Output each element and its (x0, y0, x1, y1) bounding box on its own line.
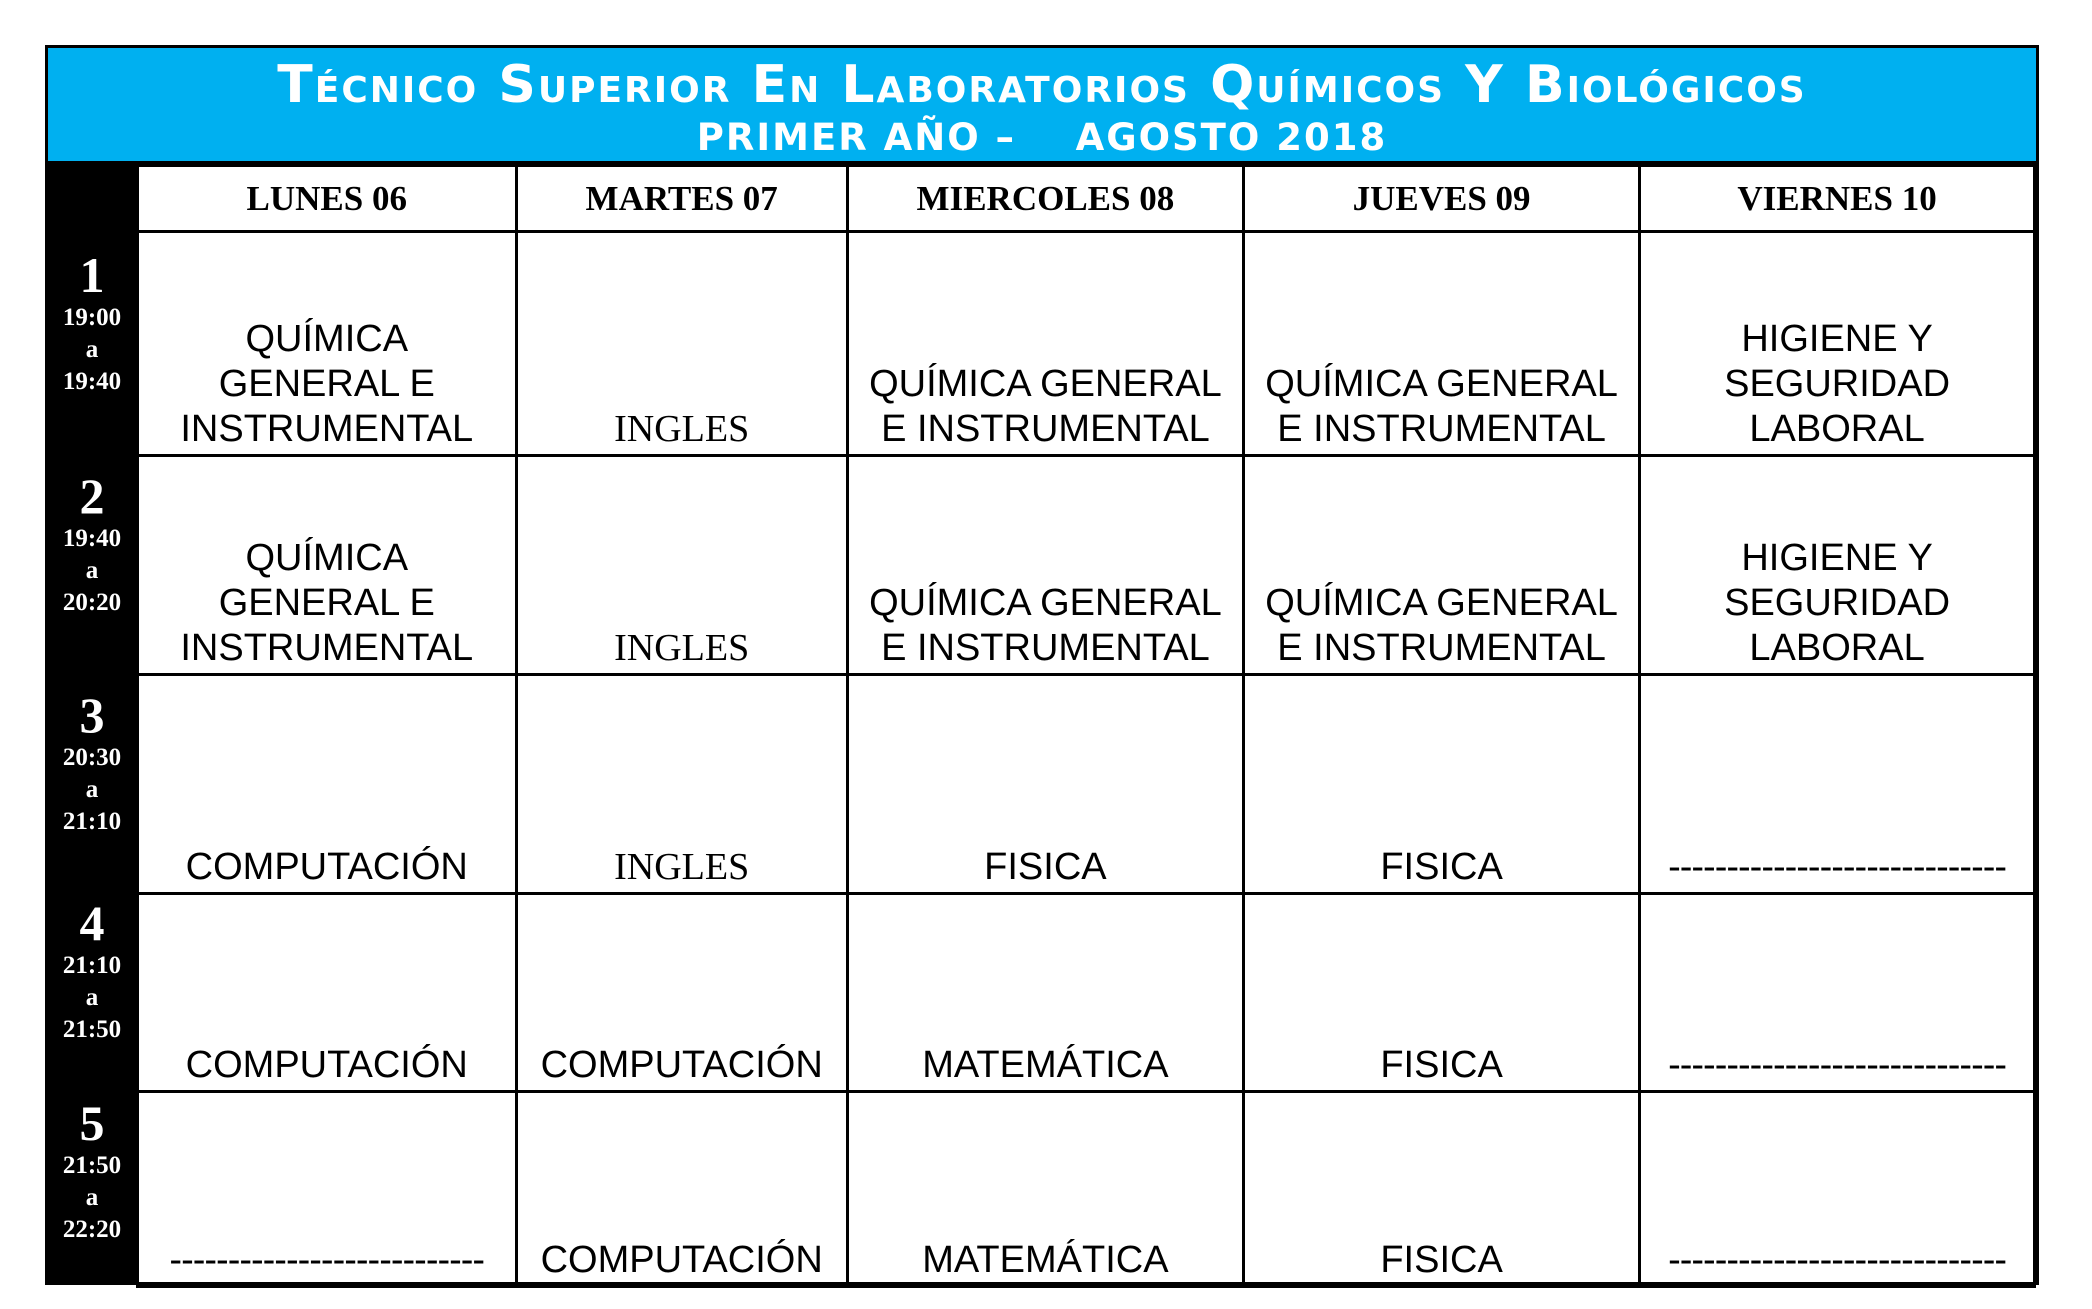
slot-end: 21:10 (62, 808, 122, 835)
class-cell (138, 456, 517, 675)
class-cell (847, 1092, 1243, 1287)
class-cell (516, 232, 847, 456)
slot-start: 20:30 (62, 744, 122, 771)
page-title: Técnico Superior En Laboratorios Químicos Y Biológicos (277, 55, 1807, 115)
class-cell (1243, 1092, 1639, 1287)
table-row (138, 456, 2035, 675)
slot-separator: a (85, 776, 99, 803)
slot-start: 21:50 (62, 1152, 122, 1179)
class-cell (1243, 232, 1639, 456)
table-row (138, 232, 2035, 456)
class-label: QUÍMICA GENERAL E INSTRUMENTAL (1265, 582, 1618, 669)
class-label: MATEMÁTICA (922, 1044, 1169, 1086)
time-slot-3 (48, 688, 136, 838)
class-label: COMPUTACIÓN (540, 1239, 823, 1281)
class-label: COMPUTACIÓN (185, 1044, 468, 1086)
day-header-row (138, 166, 2035, 232)
table-row (138, 1092, 2035, 1287)
slot-separator: a (85, 557, 99, 584)
time-slot-1 (48, 248, 136, 398)
class-cell (847, 675, 1243, 894)
class-cell (1243, 894, 1639, 1092)
empty-slot-dashes: ----------------------------- (1668, 846, 2007, 888)
slot-end: 21:50 (62, 1016, 122, 1043)
class-label: FISICA (984, 846, 1107, 888)
class-cell (138, 232, 517, 456)
class-cell (138, 675, 517, 894)
slot-start: 19:40 (62, 525, 122, 552)
slot-end: 22:20 (62, 1216, 122, 1243)
slot-number: 5 (79, 1095, 105, 1151)
class-cell (847, 456, 1243, 675)
day-header-monday: LUNES 06 (138, 166, 517, 232)
class-label: QUÍMICA GENERAL E INSTRUMENTAL (180, 318, 474, 450)
class-label: HIGIENE Y SEGURIDAD LABORAL (1724, 318, 1951, 450)
slot-start: 21:10 (62, 952, 122, 979)
schedule-table (136, 164, 2036, 1288)
slot-separator: a (85, 336, 99, 363)
class-cell (1640, 232, 2035, 456)
day-header-friday: VIERNES 10 (1640, 166, 2035, 232)
class-cell (1640, 456, 2035, 675)
time-slot-5 (48, 1096, 136, 1246)
class-cell (516, 456, 847, 675)
slot-end: 20:20 (62, 589, 122, 616)
class-label: QUÍMICA GENERAL E INSTRUMENTAL (869, 582, 1222, 669)
class-cell (1243, 675, 1639, 894)
slot-number: 3 (79, 687, 105, 743)
empty-slot-cell (1640, 675, 2035, 894)
time-slot-sidebar (48, 164, 136, 1285)
day-header-wednesday: MIERCOLES 08 (847, 166, 1243, 232)
class-label: QUÍMICA GENERAL E INSTRUMENTAL (1265, 363, 1618, 450)
header-banner (48, 48, 2036, 164)
class-cell (516, 894, 847, 1092)
day-header-tuesday: MARTES 07 (516, 166, 847, 232)
schedule-frame (45, 45, 2039, 1285)
class-label: HIGIENE Y SEGURIDAD LABORAL (1724, 537, 1951, 669)
page-subtitle: PRIMER AÑO – AGOSTO 2018 (696, 116, 1388, 159)
class-label: FISICA (1380, 1044, 1503, 1086)
empty-slot-dashes: ----------------------------- (1668, 1239, 2007, 1281)
class-cell (138, 894, 517, 1092)
slot-end: 19:40 (62, 368, 122, 395)
class-label: COMPUTACIÓN (540, 1044, 823, 1086)
table-row (138, 675, 2035, 894)
class-label: FISICA (1380, 846, 1503, 888)
class-cell (847, 894, 1243, 1092)
class-cell (516, 675, 847, 894)
class-label: COMPUTACIÓN (185, 846, 468, 888)
empty-slot-cell (1640, 894, 2035, 1092)
class-label: QUÍMICA GENERAL E INSTRUMENTAL (180, 537, 474, 669)
time-slot-2 (48, 469, 136, 619)
empty-slot-cell (1640, 1092, 2035, 1287)
class-label: FISICA (1380, 1239, 1503, 1281)
class-label: QUÍMICA GENERAL E INSTRUMENTAL (869, 363, 1222, 450)
slot-number: 2 (79, 468, 105, 524)
class-label: INGLES (614, 408, 750, 450)
class-label: INGLES (614, 846, 750, 888)
slot-start: 19:00 (62, 304, 122, 331)
class-label: MATEMÁTICA (922, 1239, 1169, 1281)
class-cell (1243, 456, 1639, 675)
empty-slot-dashes: --------------------------- (169, 1239, 485, 1281)
class-cell (847, 232, 1243, 456)
slot-separator: a (85, 1184, 99, 1211)
time-slot-4 (48, 896, 136, 1046)
class-cell (516, 1092, 847, 1287)
empty-slot-dashes: ----------------------------- (1668, 1044, 2007, 1086)
slot-separator: a (85, 984, 99, 1011)
empty-slot-cell (138, 1092, 517, 1287)
slot-number: 1 (79, 247, 105, 303)
table-row (138, 894, 2035, 1092)
class-label: INGLES (614, 627, 750, 669)
slot-number: 4 (79, 895, 105, 951)
day-header-thursday: JUEVES 09 (1243, 166, 1639, 232)
